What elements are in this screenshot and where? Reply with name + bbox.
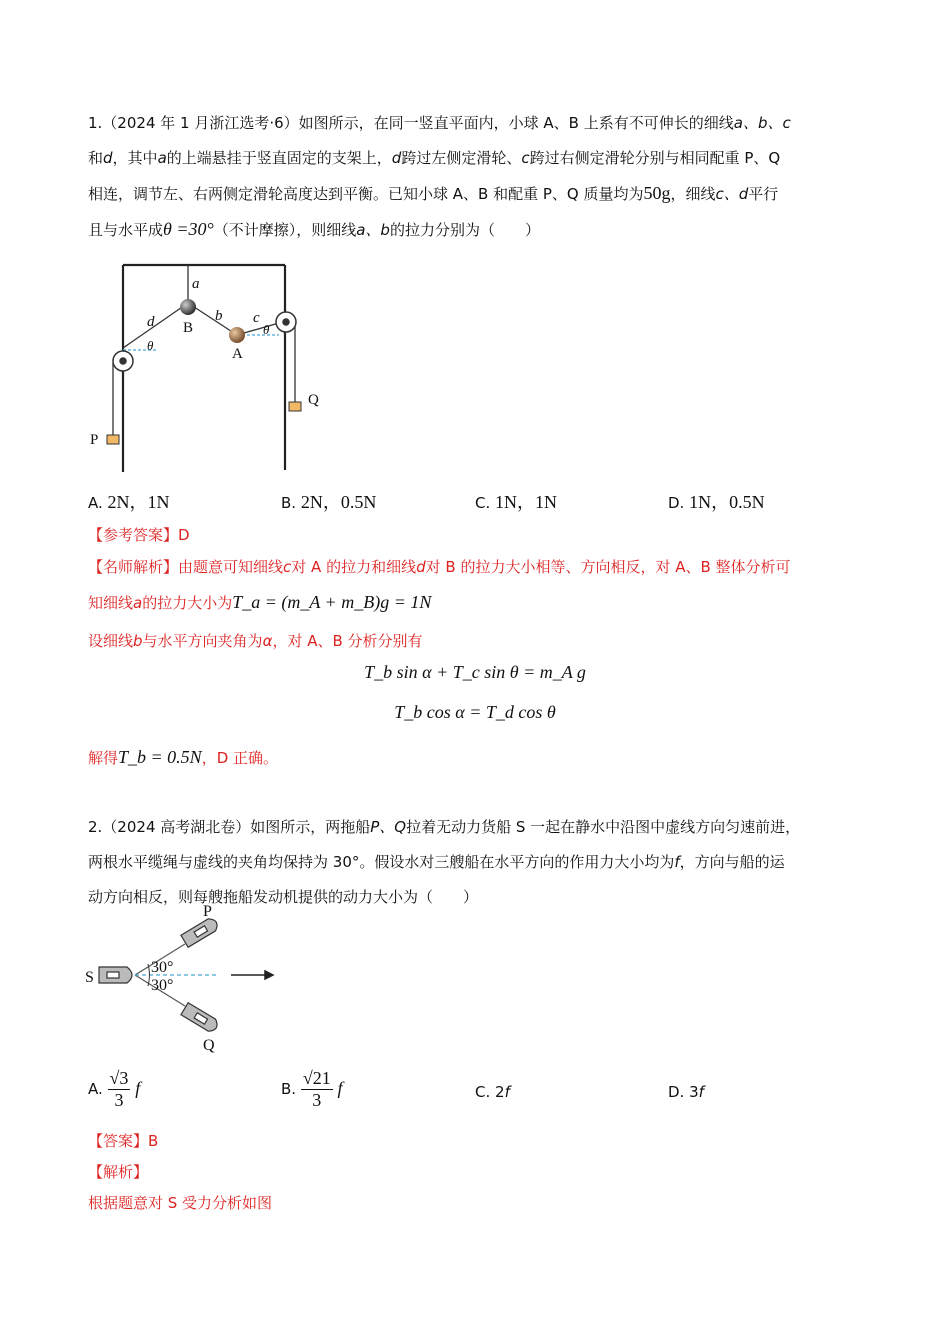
svg-text:A: A bbox=[232, 346, 243, 362]
ball-A bbox=[229, 327, 245, 343]
svg-text:30°: 30° bbox=[151, 977, 174, 994]
var-abc: a、b、c bbox=[733, 114, 791, 132]
svg-text:a: a bbox=[192, 276, 200, 292]
q1-option-a[interactable]: A. 2N，1N bbox=[88, 492, 170, 512]
svg-text:Q: Q bbox=[203, 1037, 215, 1054]
eq-Ta: T_a = (m_A + m_B)g = 1N bbox=[232, 592, 432, 612]
q2-option-a[interactable]: A. $\frac{√3}{3}$ f bbox=[88, 1068, 141, 1110]
tug-P bbox=[181, 916, 220, 947]
q2-tugboat-figure bbox=[85, 902, 285, 1054]
svg-text:θ: θ bbox=[147, 338, 154, 353]
svg-text:Q: Q bbox=[308, 392, 319, 408]
ship-S bbox=[99, 967, 132, 983]
svg-text:P: P bbox=[90, 432, 99, 448]
tug-Q bbox=[181, 1003, 220, 1034]
q2-option-b[interactable]: B. $\frac{√21}{3}$ f bbox=[281, 1068, 343, 1110]
q1-solution: 解得T_b = 0.5N，D 正确。 bbox=[88, 747, 279, 767]
weight-Q bbox=[289, 402, 301, 411]
q1-answer: 【参考答案】D bbox=[88, 526, 190, 544]
q2-answer: 【答案】B 【解析】 根据题意对 S 受力分析如图 bbox=[88, 1132, 273, 1212]
svg-text:θ: θ bbox=[263, 322, 270, 337]
theta-value: θ =30° bbox=[163, 219, 214, 239]
weight-P bbox=[107, 435, 119, 444]
q1-pulley-figure bbox=[85, 258, 335, 476]
right-pulley bbox=[276, 312, 296, 332]
q1-option-c[interactable]: C. 1N，1N bbox=[475, 492, 558, 512]
equation-2: T_b cos α = T_d cos θ bbox=[394, 702, 556, 722]
q2-option-d[interactable]: D. 3f bbox=[668, 1083, 704, 1101]
svg-text:c: c bbox=[253, 310, 260, 326]
svg-text:P: P bbox=[203, 903, 212, 920]
ball-B bbox=[180, 299, 196, 315]
svg-text:30°: 30° bbox=[151, 959, 174, 976]
q2-stem: 2.（2024 高考湖北卷）如图所示，两拖船P、Q拉着无动力货船 S 一起在静水中沿图中虚线方向匀速前进， 两根水平缆绳与虚线的夹角均保持为 30°。假设水对三艘船在水平方向的作用力大小均为f，方向与船的运 动方向相反，则每艘拖船发动机提供的动力大小为（ ） bbox=[88, 818, 801, 906]
equation-1: T_b sin α + T_c sin θ = m_A g bbox=[364, 662, 586, 682]
arrow-icon bbox=[231, 971, 273, 979]
left-pulley bbox=[113, 351, 133, 371]
q1-analysis-line3: 设细线b与水平方向夹角为α，对 A、B 分析分别有 bbox=[88, 632, 423, 650]
svg-text:b: b bbox=[215, 308, 223, 324]
mass-value: 50g bbox=[643, 183, 671, 203]
svg-text:S: S bbox=[85, 969, 94, 986]
q1-stem: 1.（2024 年 1 月浙江选考·6）如图所示，在同一竖直平面内，小球 A、B 上系有不可伸长的细线a、b、c 和d，其中a的上端悬挂于竖直固定的支架上，d跨过左侧定滑轮、c跨过右侧定滑轮分别与相同配重 P、Q 相连，调节左、右两侧定滑轮高度达到平衡。已知小球 A、B 和配重 P、Q 质量均为50g，细线c、d平行 且与水平成θ =30°（不计摩擦），则细线a、b的拉力分别为（ ） bbox=[88, 114, 791, 239]
q1-analysis: 【名师解析】由题意可知细线c对 A 的拉力和细线d对 B 的拉力大小相等、方向相反，对 A、B 整体分析可 知细线a的拉力大小为T_a = (m_A + m_B)g = 1N bbox=[88, 558, 791, 612]
svg-text:B: B bbox=[183, 320, 194, 336]
q2-option-c[interactable]: C. 2f bbox=[475, 1083, 510, 1101]
q1-option-d[interactable]: D. 1N，0.5N bbox=[668, 492, 765, 512]
svg-text:d: d bbox=[147, 314, 155, 330]
q1-option-b[interactable]: B. 2N，0.5N bbox=[281, 492, 377, 512]
